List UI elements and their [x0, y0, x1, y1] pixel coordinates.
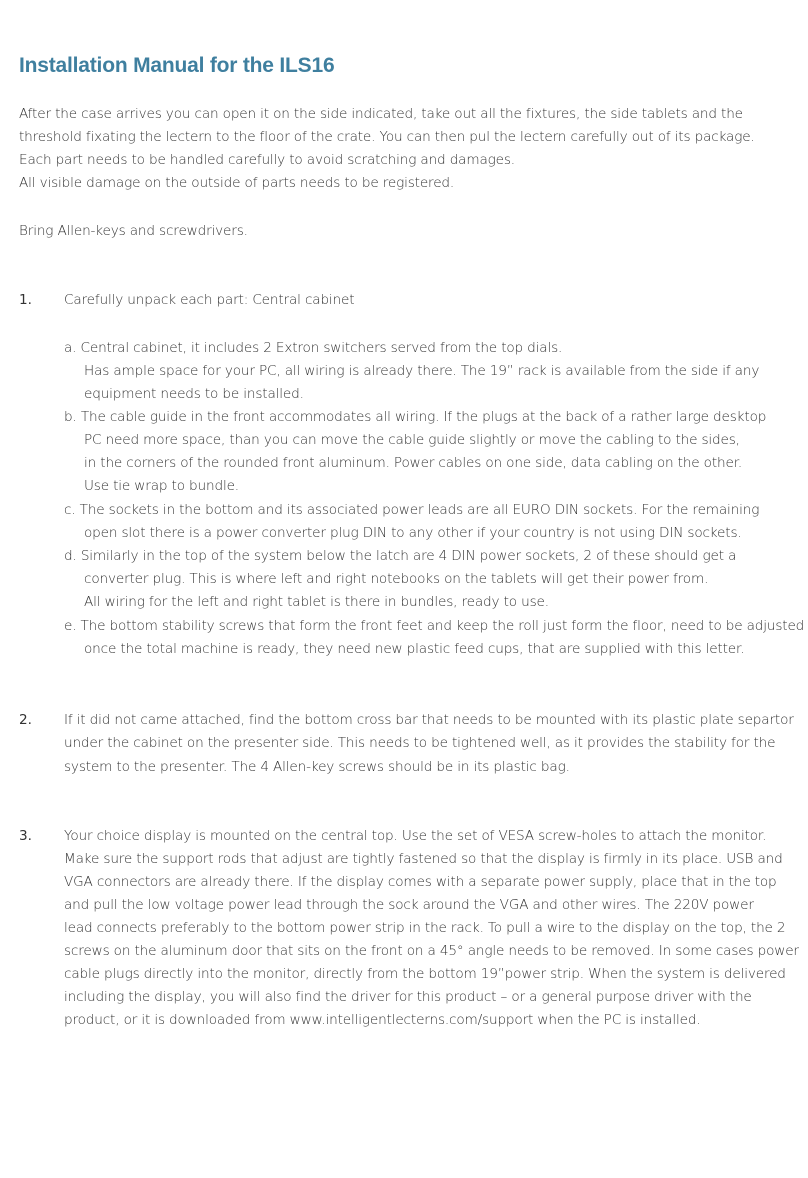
page-title: Installation Manual for the ILS16 — [19, 54, 335, 77]
step-text: under the cabinet on the presenter side. This needs to be tightened well, as it provides the stability for the — [64, 735, 776, 751]
sub-item-line: PC need more space, than you can move the cable guide slightly or move the cabling to the sides, — [84, 432, 740, 448]
intro-line: All visible damage on the outside of parts needs to be registered. — [19, 175, 455, 191]
sub-item-line: a. Central cabinet, it includes 2 Extron switchers served from the top dials. — [64, 340, 563, 356]
sub-item-line: d. Similarly in the top of the system below the latch are 4 DIN power sockets, 2 of these should get a — [64, 548, 737, 564]
step-text: lead connects preferably to the bottom power strip in the rack. To pull a wire to the display on the top, the 2 — [64, 920, 786, 936]
step-text: If it did not came attached, find the bottom cross bar that needs to be mounted with its plastic plate separtor — [64, 712, 794, 728]
intro-line: threshold fixating the lectern to the floor of the crate. You can then pul the lectern carefully out of its package. — [19, 129, 755, 145]
sub-item-line: Use tie wrap to bundle. — [84, 478, 239, 494]
sub-item-line: converter plug. This is where left and right notebooks on the tablets will get their power from. — [84, 571, 709, 587]
step-number: 3. — [19, 828, 32, 844]
sub-item-line: All wiring for the left and right tablet is there in bundles, ready to use. — [84, 594, 549, 610]
step-text: product, or it is downloaded from www.intelligentlecterns.com/support when the PC is installed. — [64, 1012, 701, 1028]
sub-item-line: e. The bottom stability screws that form the front feet and keep the roll just form the floor, need to be adjusted — [64, 618, 805, 634]
sub-item-line: b. The cable guide in the front accommodates all wiring. If the plugs at the back of a rather large desktop — [64, 409, 767, 425]
step-text: VGA connectors are already there. If the display comes with a separate power supply, place that in the top — [64, 874, 777, 890]
intro-line: Each part needs to be handled carefully to avoid scratching and damages. — [19, 152, 515, 168]
sub-item-line: Has ample space for your PC, all wiring is already there. The 19” rack is available from the side if any — [84, 363, 760, 379]
step-text: including the display, you will also find the driver for this product – or a general purpose driver with the — [64, 989, 752, 1005]
intro-line: After the case arrives you can open it on the side indicated, take out all the fixtures, the side tablets and the — [19, 106, 743, 122]
sub-item-line: in the corners of the rounded front aluminum. Power cables on one side, data cabling on the other. — [84, 455, 743, 471]
step-text: Make sure the support rods that adjust are tightly fastened so that the display is firmly in its place. USB and — [64, 851, 783, 867]
sub-item-line: open slot there is a power converter plug DIN to any other if your country is not using DIN sockets. — [84, 525, 742, 541]
step-text: cable plugs directly into the monitor, directly from the bottom 19”power strip. When the system is delivered — [64, 966, 786, 982]
step-text: system to the presenter. The 4 Allen-key screws should be in its plastic bag. — [64, 759, 570, 775]
sub-item-line: once the total machine is ready, they need new plastic feed cups, that are supplied with this letter. — [84, 641, 745, 657]
step-number: 1. — [19, 292, 32, 308]
step-text: Carefully unpack each part: Central cabinet — [64, 292, 355, 308]
step-number: 2. — [19, 712, 32, 728]
step-text: Your choice display is mounted on the central top. Use the set of VESA screw-holes to attach the monitor. — [64, 828, 767, 844]
step-text: screws on the aluminum door that sits on the front on a 45° angle needs to be removed. In some cases power — [64, 943, 799, 959]
step-text: and pull the low voltage power lead through the sock around the VGA and other wires. The 220V power — [64, 897, 754, 913]
sub-item-line: equipment needs to be installed. — [84, 386, 304, 402]
sub-item-line: c. The sockets in the bottom and its associated power leads are all EURO DIN sockets. For the remaining — [64, 502, 760, 518]
tools-note: Bring Allen-keys and screwdrivers. — [19, 223, 248, 239]
